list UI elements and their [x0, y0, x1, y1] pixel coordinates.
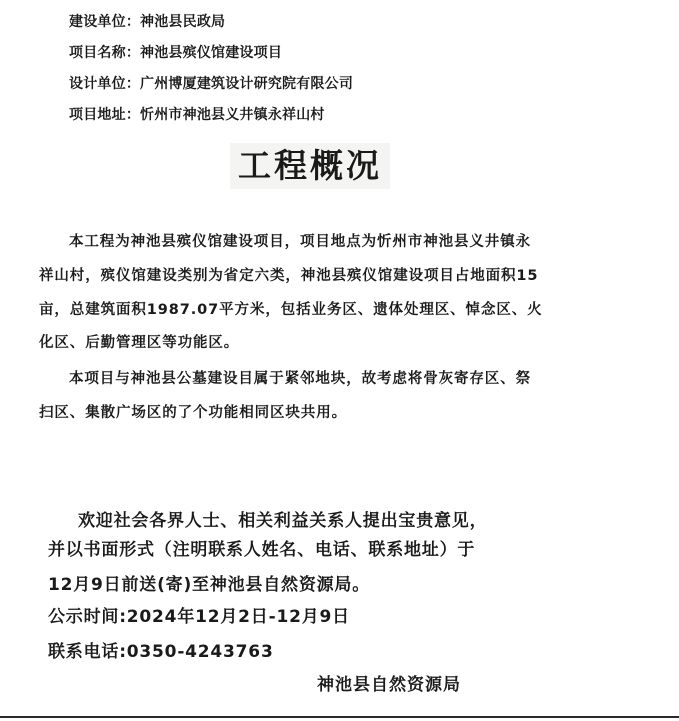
page-title — [0, 143, 620, 189]
info-value: 神池县殡仪馆建设项目 — [140, 45, 283, 61]
info-row-project-name — [69, 44, 282, 62]
overview-line: 化区、后勤管理区等功能区。 — [39, 335, 240, 351]
info-row-design-unit — [69, 75, 353, 93]
info-separator: ： — [125, 14, 141, 30]
info-row-construction-unit — [69, 13, 225, 31]
info-value: 神池县民政局 — [140, 14, 226, 30]
info-label: 建设单位 — [69, 14, 126, 30]
info-row-project-address — [69, 106, 325, 124]
overview-line: 扫区、集散广场区的了个功能相同区块共用。 — [39, 405, 347, 421]
info-separator: ： — [125, 76, 141, 92]
overview-line: 亩，总建筑面积1987.07平方米，包括业务区、遗体处理区、悼念区、火 — [39, 302, 543, 318]
overview-line: 祥山村，殡仪馆建设类别为省定六类，神池县殡仪馆建设项目占地面积15 — [39, 268, 539, 284]
info-separator: ： — [125, 45, 141, 61]
notice-line: 12月9日前送(寄)至神池县自然资源局。 — [48, 575, 371, 595]
info-label: 设计单位 — [69, 76, 126, 92]
bottom-divider — [0, 716, 679, 718]
issuer-signature: 神池县自然资源局 — [317, 675, 461, 695]
notice-line: 欢迎社会各界人士、相关利益关系人提出宝贵意见， — [78, 511, 488, 531]
overview-line: 本项目与神池县公墓建设目属于紧邻地块，故考虑将骨灰寄存区、祭 — [69, 371, 531, 387]
page-title-text: 工程概况 — [230, 143, 390, 189]
info-value: 广州博厦建筑设计研究院有限公司 — [140, 76, 354, 92]
notice-period: 公示时间:2024年12月2日-12月9日 — [48, 607, 350, 627]
notice-line: 并以书面形式（注明联系人姓名、电话、联系地址）于 — [48, 540, 476, 560]
info-value: 忻州市神池县义井镇永祥山村 — [140, 107, 325, 123]
contact-phone: 联系电话:0350-4243763 — [48, 642, 274, 662]
overview-line: 本工程为神池县殡仪馆建设项目，项目地点为忻州市神池县义井镇永 — [69, 234, 531, 250]
info-label: 项目地址 — [69, 107, 126, 123]
info-label: 项目名称 — [69, 45, 126, 61]
info-separator: ： — [125, 107, 141, 123]
